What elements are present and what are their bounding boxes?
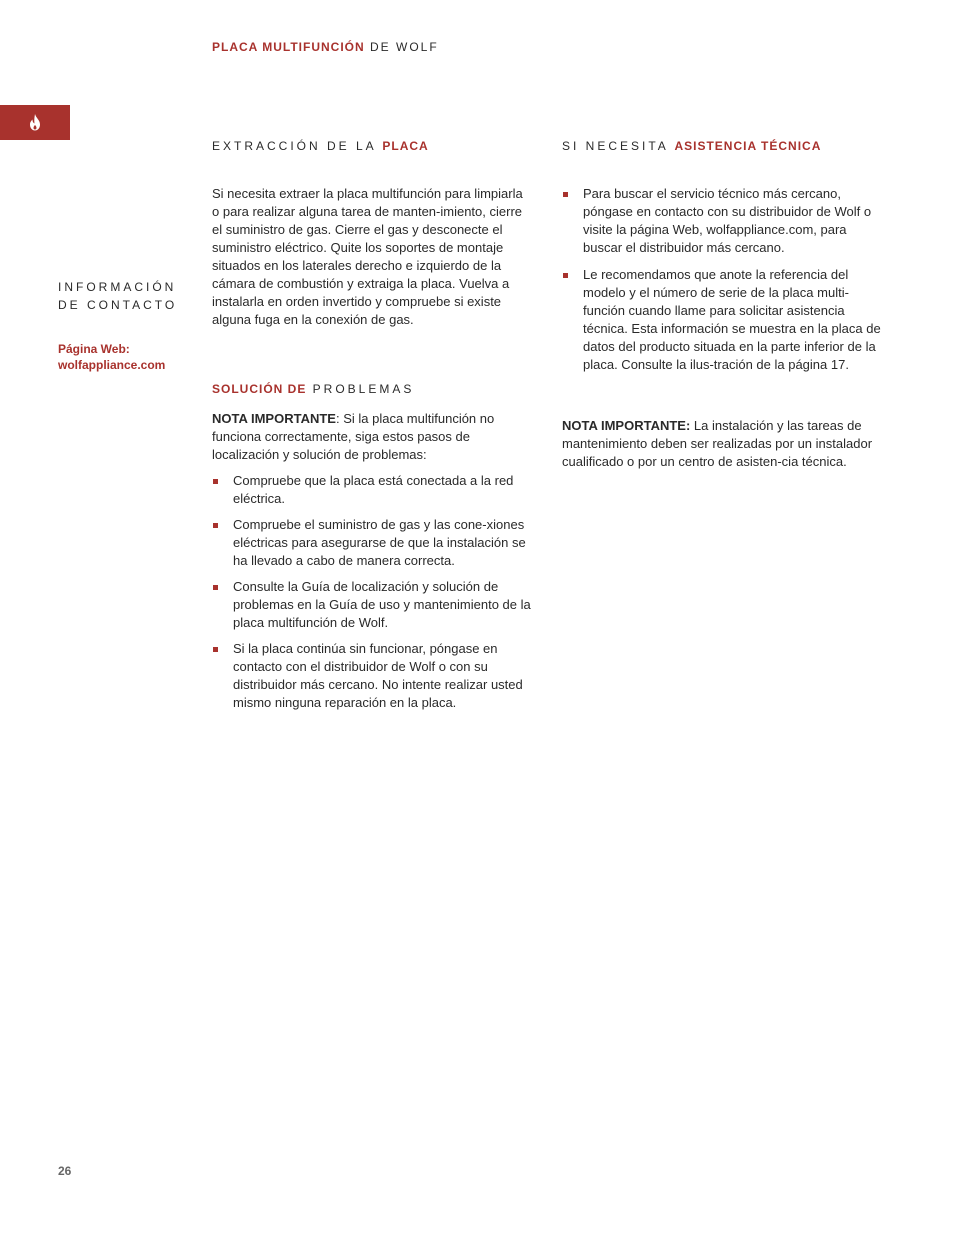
- list-item: [212, 516, 532, 570]
- bullet-square-icon: [563, 192, 568, 197]
- list-item: [562, 266, 884, 374]
- contact-title-line1: INFORMACIÓN: [58, 280, 177, 294]
- list-item-text: Consulte la Guía de localización y solución de problemas en la Guía de uso y mantenimiento de la placa multifunción de Wolf.: [233, 579, 531, 630]
- list-item: [212, 578, 532, 632]
- web-label: Página Web:: [58, 342, 130, 356]
- section-tab: [0, 105, 70, 140]
- contact-title: [58, 278, 198, 314]
- troubleshooting-title-plain: PROBLEMAS: [306, 382, 415, 396]
- list-item-text: Compruebe que la placa está conectada a la red eléctrica.: [233, 473, 514, 506]
- list-item: [562, 185, 884, 257]
- list-item-text: Compruebe el suministro de gas y las cone-xiones eléctricas para asegurarse de que la instalación se ha llevado a cabo de manera correcta.: [233, 517, 526, 568]
- contact-web: [58, 341, 165, 373]
- bullet-square-icon: [563, 273, 568, 278]
- header-brand: DE WOLF: [364, 40, 439, 54]
- service-title-bold: ASISTENCIA TÉCNICA: [674, 139, 822, 153]
- removal-title: [212, 139, 429, 153]
- troubleshooting-title: [212, 382, 414, 396]
- contact-title-line2: DE CONTACTO: [58, 298, 178, 312]
- service-title: [562, 139, 821, 153]
- list-item-text: Si la placa continúa sin funcionar, póngase en contacto con el distribuidor de Wolf o con su distribuidor más cercano. No intente realizar usted mismo ninguna reparación en la placa.: [233, 641, 523, 710]
- troubleshooting-note-text: : Si la placa multifunción no funciona correctamente, siga estos pasos de localización y solución de problemas:: [212, 411, 495, 462]
- service-title-plain: SI NECESITA: [562, 139, 675, 153]
- bullet-square-icon: [213, 647, 218, 652]
- service-note-text: La instalación y las tareas de mantenimiento deben ser realizadas por un instalador cualificado o por un centro de asisten-cia técnica.: [562, 418, 873, 469]
- flame-icon: [28, 114, 42, 131]
- troubleshooting-list: [212, 472, 532, 720]
- page-number: 26: [58, 1164, 72, 1178]
- list-item-text: Le recomendamos que anote la referencia del modelo y el número de serie de la placa multi-función cuando llame para solicitar asistencia técnica. Esta información se muestra en la placa de datos del producto situada en la parte inferior de la placa. Consulte la ilus-tración de la página 17.: [583, 267, 881, 372]
- service-note-label: NOTA IMPORTANTE:: [562, 418, 691, 433]
- troubleshooting-note: [212, 410, 530, 464]
- removal-title-bold: PLACA: [382, 139, 429, 153]
- web-url-link[interactable]: wolfappliance.com: [58, 358, 166, 372]
- bullet-square-icon: [213, 585, 218, 590]
- page-header: [212, 40, 439, 54]
- list-item: [212, 472, 532, 508]
- list-item-text: Para buscar el servicio técnico más cercano, póngase en contacto con su distribuidor de Wolf o visite la página Web, wolfappliance.com, para buscar el distribuidor más cercano.: [583, 186, 872, 255]
- list-item: [212, 640, 532, 712]
- header-product-name: PLACA MULTIFUNCIÓN: [212, 40, 365, 54]
- troubleshooting-title-bold: SOLUCIÓN DE: [212, 382, 307, 396]
- bullet-square-icon: [213, 523, 218, 528]
- removal-body: Si necesita extraer la placa multifunción para limpiarla o para realizar alguna tarea de manten-imiento, cierre el suministro de gas. Cierre el gas y desconecte el suministro eléctrico. Quite los soportes de montaje situados en los laterales derecho e izquierdo de la cámara de combustión y extraiga la placa. Vuelva a instalarla en orden invertido y compruebe si existe alguna fuga en la conexión de gas.: [212, 186, 523, 327]
- service-note: [562, 417, 880, 471]
- bullet-square-icon: [213, 479, 218, 484]
- troubleshooting-note-label: NOTA IMPORTANTE: [212, 411, 336, 426]
- removal-title-plain: EXTRACCIÓN DE LA: [212, 139, 383, 153]
- service-list: [562, 185, 884, 382]
